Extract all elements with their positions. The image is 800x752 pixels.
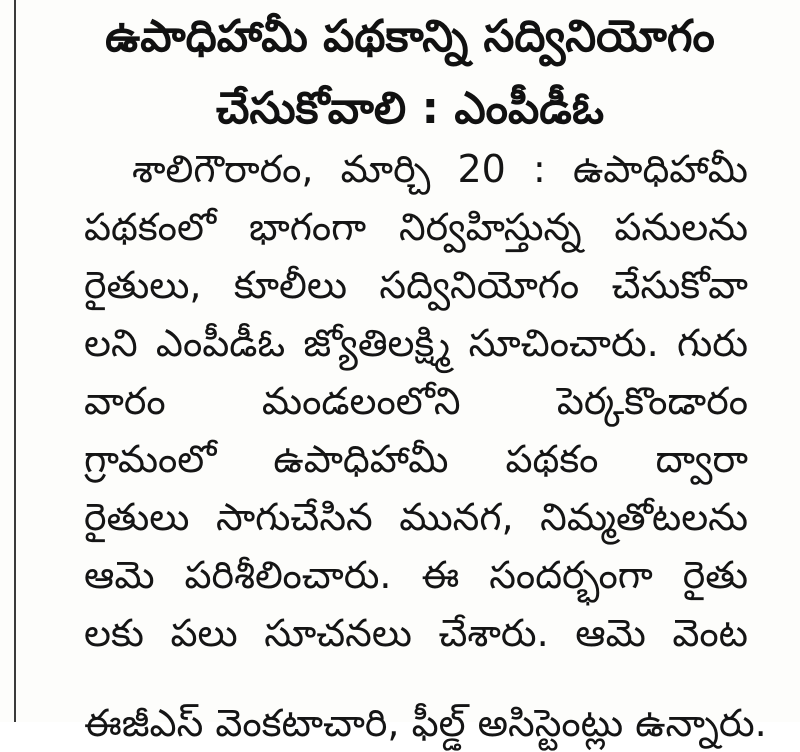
column-divider [14,0,16,722]
article-line: రైతులు సాగుచేసిన మునగ, నిమ్మతోటలను [84,495,748,539]
article-line: వారం మండలంలోని పెర్కకొండారం [84,379,748,423]
article-line: గ్రామంలో ఉపాధిహామీ పథకం ద్వారా [84,437,748,481]
article-line: లని ఎంపీడీఓ జ్యోతిలక్ష్మి సూచించారు. గురు [84,321,748,365]
article-line: శాలిగౌరారం, మార్చి 20 : ఉపాధిహామీ [132,147,748,191]
article-line: పథకంలో భాగంగా నిర్వహిస్తున్న పనులను [84,205,748,249]
article-line: లకు పలు సూచనలు చేశారు. ఆమె వెంట [84,611,748,655]
headline-line-1: ఉపాధిహామీ పథకాన్ని సద్వినియోగం [105,11,715,62]
headline-line-2: చేసుకోవాలి : ఎంపీడీఓ [216,83,604,134]
article-line: ఆమె పరిశీలించారు. ఈ సందర్భంగా రైతు [84,553,748,597]
article-line-cut: ఈజీఎస్ వెంకటాచారి, ఫీల్డ్ అసిస్టెంట్లు ఉన్నారు. [84,701,767,745]
article-line: రైతులు, కూలీలు సద్వినియోగం చేసుకోవా [84,263,748,307]
